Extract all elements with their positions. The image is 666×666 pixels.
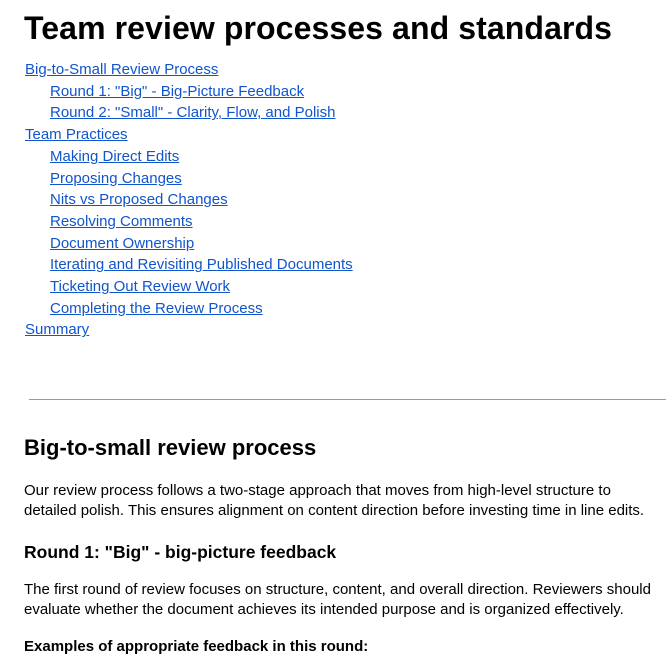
section-intro-paragraph: Our review process follows a two-stage approach that moves from high-level structure to detailed polish. This ensures alignment on content direction before investing time in line edits.: [24, 482, 645, 519]
toc-link-ticketing-out-review-work[interactable]: Ticketing Out Review Work: [50, 278, 231, 296]
toc-link-big-to-small-review-process[interactable]: Big-to-Small Review Process: [25, 61, 219, 78]
toc-item: [25, 168, 353, 190]
toc-item: [25, 81, 353, 103]
toc-item: [25, 59, 353, 81]
section-heading: Big-to-small review process: [24, 435, 317, 460]
toc-item: [25, 189, 353, 211]
horizontal-divider: [29, 399, 666, 400]
toc-item: [25, 298, 353, 320]
toc-item: [25, 276, 353, 298]
toc-link-making-direct-edits[interactable]: Making Direct Edits: [50, 147, 180, 165]
table-of-contents: [25, 59, 353, 341]
toc-link-iterating-and-revisiting[interactable]: Iterating and Revisiting Published Documents: [50, 256, 353, 274]
toc-item: [25, 102, 353, 124]
toc-link-nits-vs-proposed-changes[interactable]: Nits vs Proposed Changes: [50, 191, 228, 209]
toc-link-completing-the-review-process[interactable]: Completing the Review Process: [50, 299, 263, 317]
toc-link-summary[interactable]: Summary: [25, 321, 90, 339]
round-1-heading: Round 1: "Big" - big-picture feedback: [24, 542, 337, 562]
toc-link-round-1[interactable]: Round 1: "Big" - Big-Picture Feedback: [50, 82, 305, 100]
toc-item: [25, 146, 353, 168]
toc-link-round-2[interactable]: Round 2: "Small" - Clarity, Flow, and Polish: [50, 104, 336, 122]
toc-item: [25, 254, 353, 276]
examples-label: Examples of appropriate feedback in this round:: [24, 638, 369, 655]
toc-link-team-practices[interactable]: Team Practices: [25, 126, 128, 144]
page-title: Team review processes and standards: [24, 10, 613, 46]
toc-item: [25, 319, 353, 341]
toc-link-resolving-comments[interactable]: Resolving Comments: [50, 212, 193, 230]
toc-item: [25, 124, 353, 146]
toc-link-proposing-changes[interactable]: Proposing Changes: [50, 169, 182, 187]
toc-item: [25, 233, 353, 255]
toc-link-document-ownership[interactable]: Document Ownership: [50, 234, 195, 252]
toc-item: [25, 211, 353, 233]
round-1-description: The first round of review focuses on structure, content, and overall direction. Reviewers should evaluate whether the document achieves its intended purpose and is organized effectively.: [24, 581, 651, 618]
